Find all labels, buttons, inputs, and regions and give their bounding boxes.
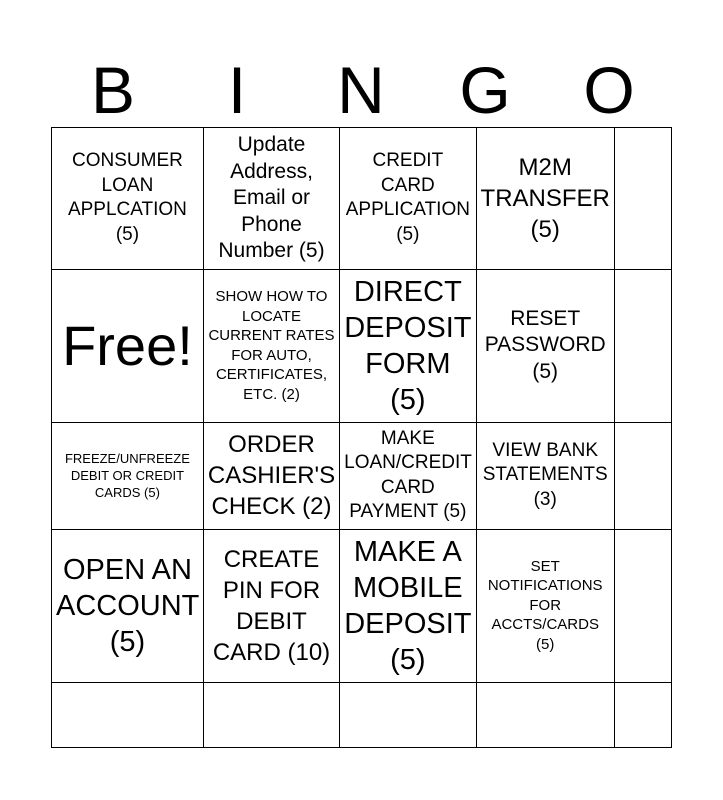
bingo-cell[interactable]: [52, 530, 204, 683]
bingo-cell[interactable]: [340, 423, 476, 530]
bingo-cell-text: VIEW BANK STATEMENTS (3): [482, 439, 608, 510]
bingo-cell[interactable]: [615, 128, 672, 270]
bingo-cell[interactable]: [204, 423, 340, 530]
bingo-cell-text: Update Address, Email or Phone Number (5): [218, 133, 325, 262]
bingo-cell[interactable]: [477, 270, 615, 423]
bingo-cell[interactable]: [615, 683, 672, 749]
bingo-cell[interactable]: [52, 423, 204, 530]
bingo-cell[interactable]: [477, 423, 615, 530]
bingo-cell-text: ORDER CASHIER'S CHECK (2): [207, 431, 336, 520]
bingo-cell[interactable]: [615, 530, 672, 683]
bingo-cell[interactable]: [204, 683, 340, 749]
bingo-cell-text: MAKE A MOBILE DEPOSIT (5): [344, 535, 472, 676]
bingo-cell[interactable]: [615, 423, 672, 530]
bingo-cell-text: DIRECT DEPOSIT FORM (5): [344, 275, 472, 416]
bingo-cell[interactable]: [477, 530, 615, 683]
bingo-cell[interactable]: [615, 270, 672, 423]
bingo-cell[interactable]: [477, 128, 615, 270]
bingo-cell[interactable]: [340, 270, 476, 423]
bingo-cell-text: FREEZE/UNFREEZE DEBIT OR CREDIT CARDS (5): [64, 451, 190, 500]
bingo-cell[interactable]: [52, 128, 204, 270]
header-letter-g: G: [459, 53, 511, 127]
bingo-cell-text: CREATE PIN FOR DEBIT CARD (10): [212, 545, 331, 666]
bingo-grid: [51, 127, 672, 748]
bingo-cell-text: CONSUMER LOAN APPLCATION (5): [67, 150, 187, 245]
bingo-cell-text: RESET PASSWORD (5): [484, 306, 606, 383]
bingo-cell-text: SET NOTIFICATIONS FOR ACCTS/CARDS (5): [487, 557, 603, 653]
bingo-cell[interactable]: [204, 530, 340, 683]
header-letter-n: N: [337, 53, 385, 127]
header-letter-b: B: [90, 53, 136, 127]
free-space-cell[interactable]: [52, 270, 204, 423]
bingo-cell[interactable]: [204, 128, 340, 270]
bingo-cell-text: Free!: [62, 313, 193, 377]
bingo-cell[interactable]: [204, 270, 340, 423]
bingo-cell[interactable]: [477, 683, 615, 749]
bingo-cell-text: OPEN AN ACCOUNT (5): [56, 553, 200, 658]
bingo-cell[interactable]: [340, 128, 476, 270]
header-letter-o: O: [583, 53, 635, 127]
bingo-header: [51, 52, 671, 128]
bingo-cell[interactable]: [340, 530, 476, 683]
bingo-cell-text: M2M TRANSFER (5): [480, 153, 610, 243]
header-letter-i: I: [227, 53, 247, 127]
bingo-cell-text: CREDIT CARD APPLICATION (5): [345, 150, 470, 245]
bingo-cell[interactable]: [340, 683, 476, 749]
bingo-cell[interactable]: [52, 683, 204, 749]
bingo-cell-text: MAKE LOAN/CREDIT CARD PAYMENT (5): [344, 427, 472, 522]
bingo-cell-text: SHOW HOW TO LOCATE CURRENT RATES FOR AUTO, CERTIFICATES, ETC. (2): [208, 288, 335, 403]
